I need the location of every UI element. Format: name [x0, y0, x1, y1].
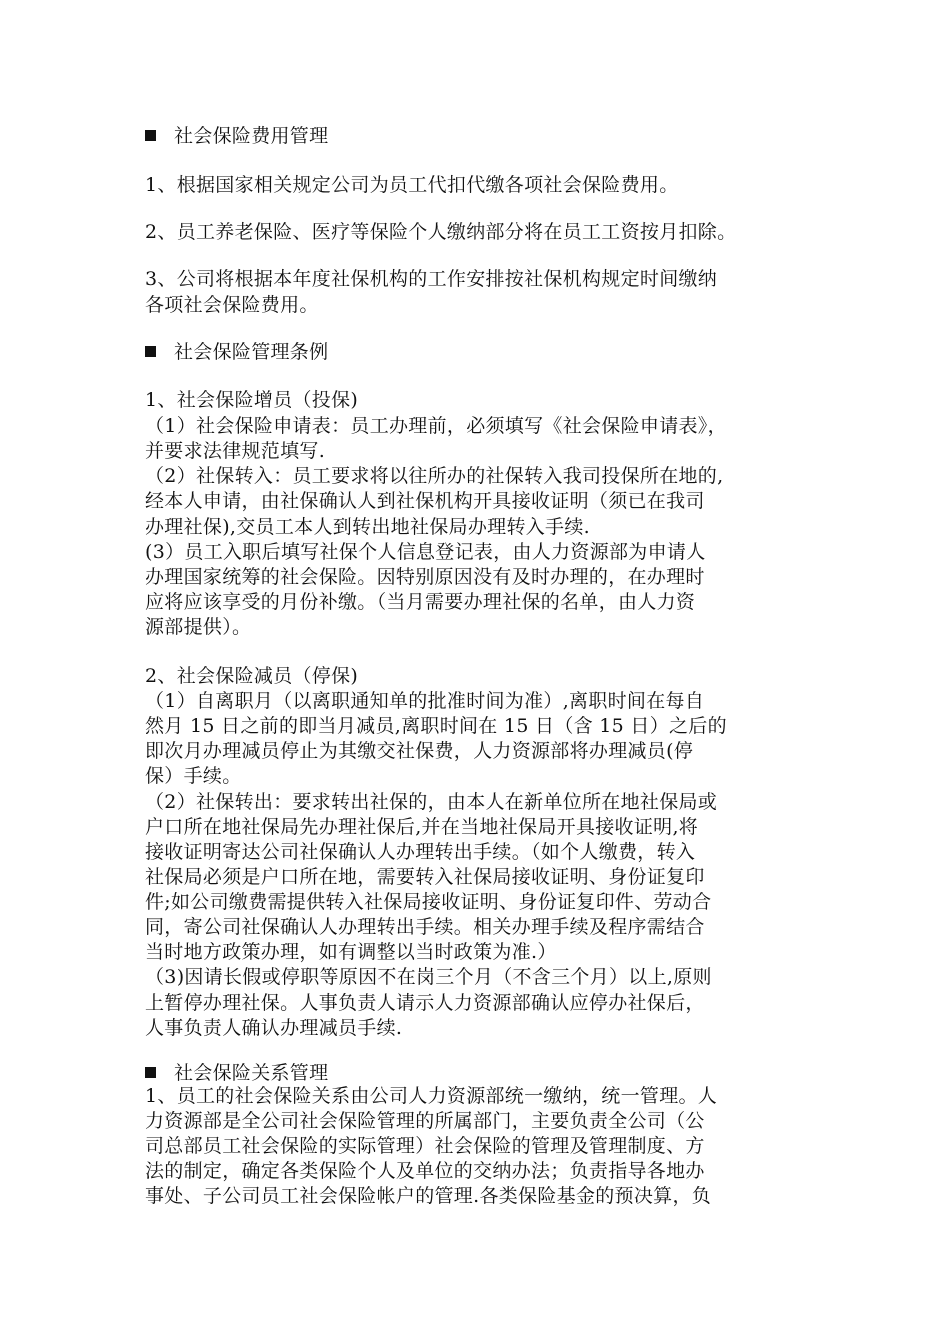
text-line: 并要求法律规范填写. — [145, 440, 326, 462]
section-heading-text: 社会保险费用管理 — [174, 125, 329, 147]
text-line: 司总部员工社会保险的实际管理）社会保险的管理及管理制度、方 — [145, 1135, 705, 1157]
text-line: （2）社保转出：要求转出社保的，由本人在新单位所在地社保局或 — [145, 791, 718, 813]
text-line: 力资源部是全公司社会保险管理的所属部门，主要负责全公司（公 — [145, 1110, 705, 1132]
text-line: 当时地方政策办理，如有调整以当时政策为准.） — [145, 941, 557, 963]
text-line: 保）手续。 — [145, 765, 242, 787]
square-bullet-icon — [145, 1067, 156, 1078]
text-line: (3）员工入职后填写社保个人信息登记表，由人力资源部为申请人 — [145, 541, 706, 563]
text-line: 3、公司将根据本年度社保机构的工作安排按社保机构规定时间缴纳 — [145, 268, 718, 290]
text-line: （1）社会保险申请表：员工办理前，必须填写《社会保险申请表》， — [145, 415, 727, 437]
text-line: 户口所在地社保局先办理社保后,并在当地社保局开具接收证明,将 — [145, 816, 699, 838]
text-line: 然月 15 日之前的即当月减员,离职时间在 15 日（含 15 日）之后的 — [145, 715, 727, 737]
text-line: 法的制定，确定各类保险个人及单位的交纳办法；负责指导各地办 — [145, 1160, 705, 1182]
text-line: 1、社会保险增员（投保) — [145, 389, 359, 411]
text-line: 1、根据国家相关规定公司为员工代扣代缴各项社会保险费用。 — [145, 174, 679, 196]
section-heading — [145, 123, 328, 149]
text-line: （2）社保转入：员工要求将以往所办的社保转入我司投保所在地的, — [145, 465, 724, 487]
text-line: 人事负责人确认办理减员手续. — [145, 1017, 403, 1039]
text-line: 办理国家统筹的社会保险。因特别原因没有及时办理的，在办理时 — [145, 566, 705, 588]
square-bullet-icon — [145, 130, 156, 141]
text-line: 各项社会保险费用。 — [145, 294, 319, 316]
text-line: 2、员工养老保险、医疗等保险个人缴纳部分将在员工工资按月扣除。 — [145, 221, 737, 243]
text-line: 1、员工的社会保险关系由公司人力资源部统一缴纳，统一管理。人 — [145, 1085, 718, 1107]
text-line: 社保局必须是户口所在地，需要转入社保局接收证明、身份证复印 — [145, 866, 705, 888]
text-line: 上暂停办理社保。人事负责人请示人力资源部确认应停办社保后， — [145, 992, 705, 1014]
text-line: 事处、子公司员工社会保险帐户的管理.各类保险基金的预决算，负 — [145, 1185, 712, 1207]
text-line: （1）自离职月（以离职通知单的批准时间为准）,离职时间在每自 — [145, 690, 705, 712]
square-bullet-icon — [145, 346, 156, 357]
text-line: 源部提供）。 — [145, 616, 252, 638]
text-line: 办理社保),交员工本人到转出地社保局办理转入手续. — [145, 516, 590, 538]
section-heading-text: 社会保险关系管理 — [174, 1062, 329, 1084]
text-line: 即次月办理减员停止为其缴交社保费，人力资源部将办理减员(停 — [145, 740, 694, 762]
section-heading-text: 社会保险管理条例 — [174, 341, 329, 363]
text-line: 件;如公司缴费需提供转入社保局接收证明、身份证复印件、劳动合 — [145, 891, 712, 913]
section-heading — [145, 339, 328, 365]
text-line: 2、社会保险减员（停保) — [145, 665, 359, 687]
text-line: 同，寄公司社保确认人办理转出手续。相关办理手续及程序需结合 — [145, 916, 705, 938]
text-line: 经本人申请，由社保确认人到社保机构开具接收证明（须已在我司 — [145, 490, 705, 512]
text-line: （3)因请长假或停职等原因不在岗三个月（不含三个月）以上,原则 — [145, 966, 712, 988]
text-line: 接收证明寄达公司社保确认人办理转出手续。（如个人缴费，转入 — [145, 841, 696, 863]
text-line: 应将应该享受的月份补缴。（当月需要办理社保的名单，由人力资 — [145, 591, 696, 613]
